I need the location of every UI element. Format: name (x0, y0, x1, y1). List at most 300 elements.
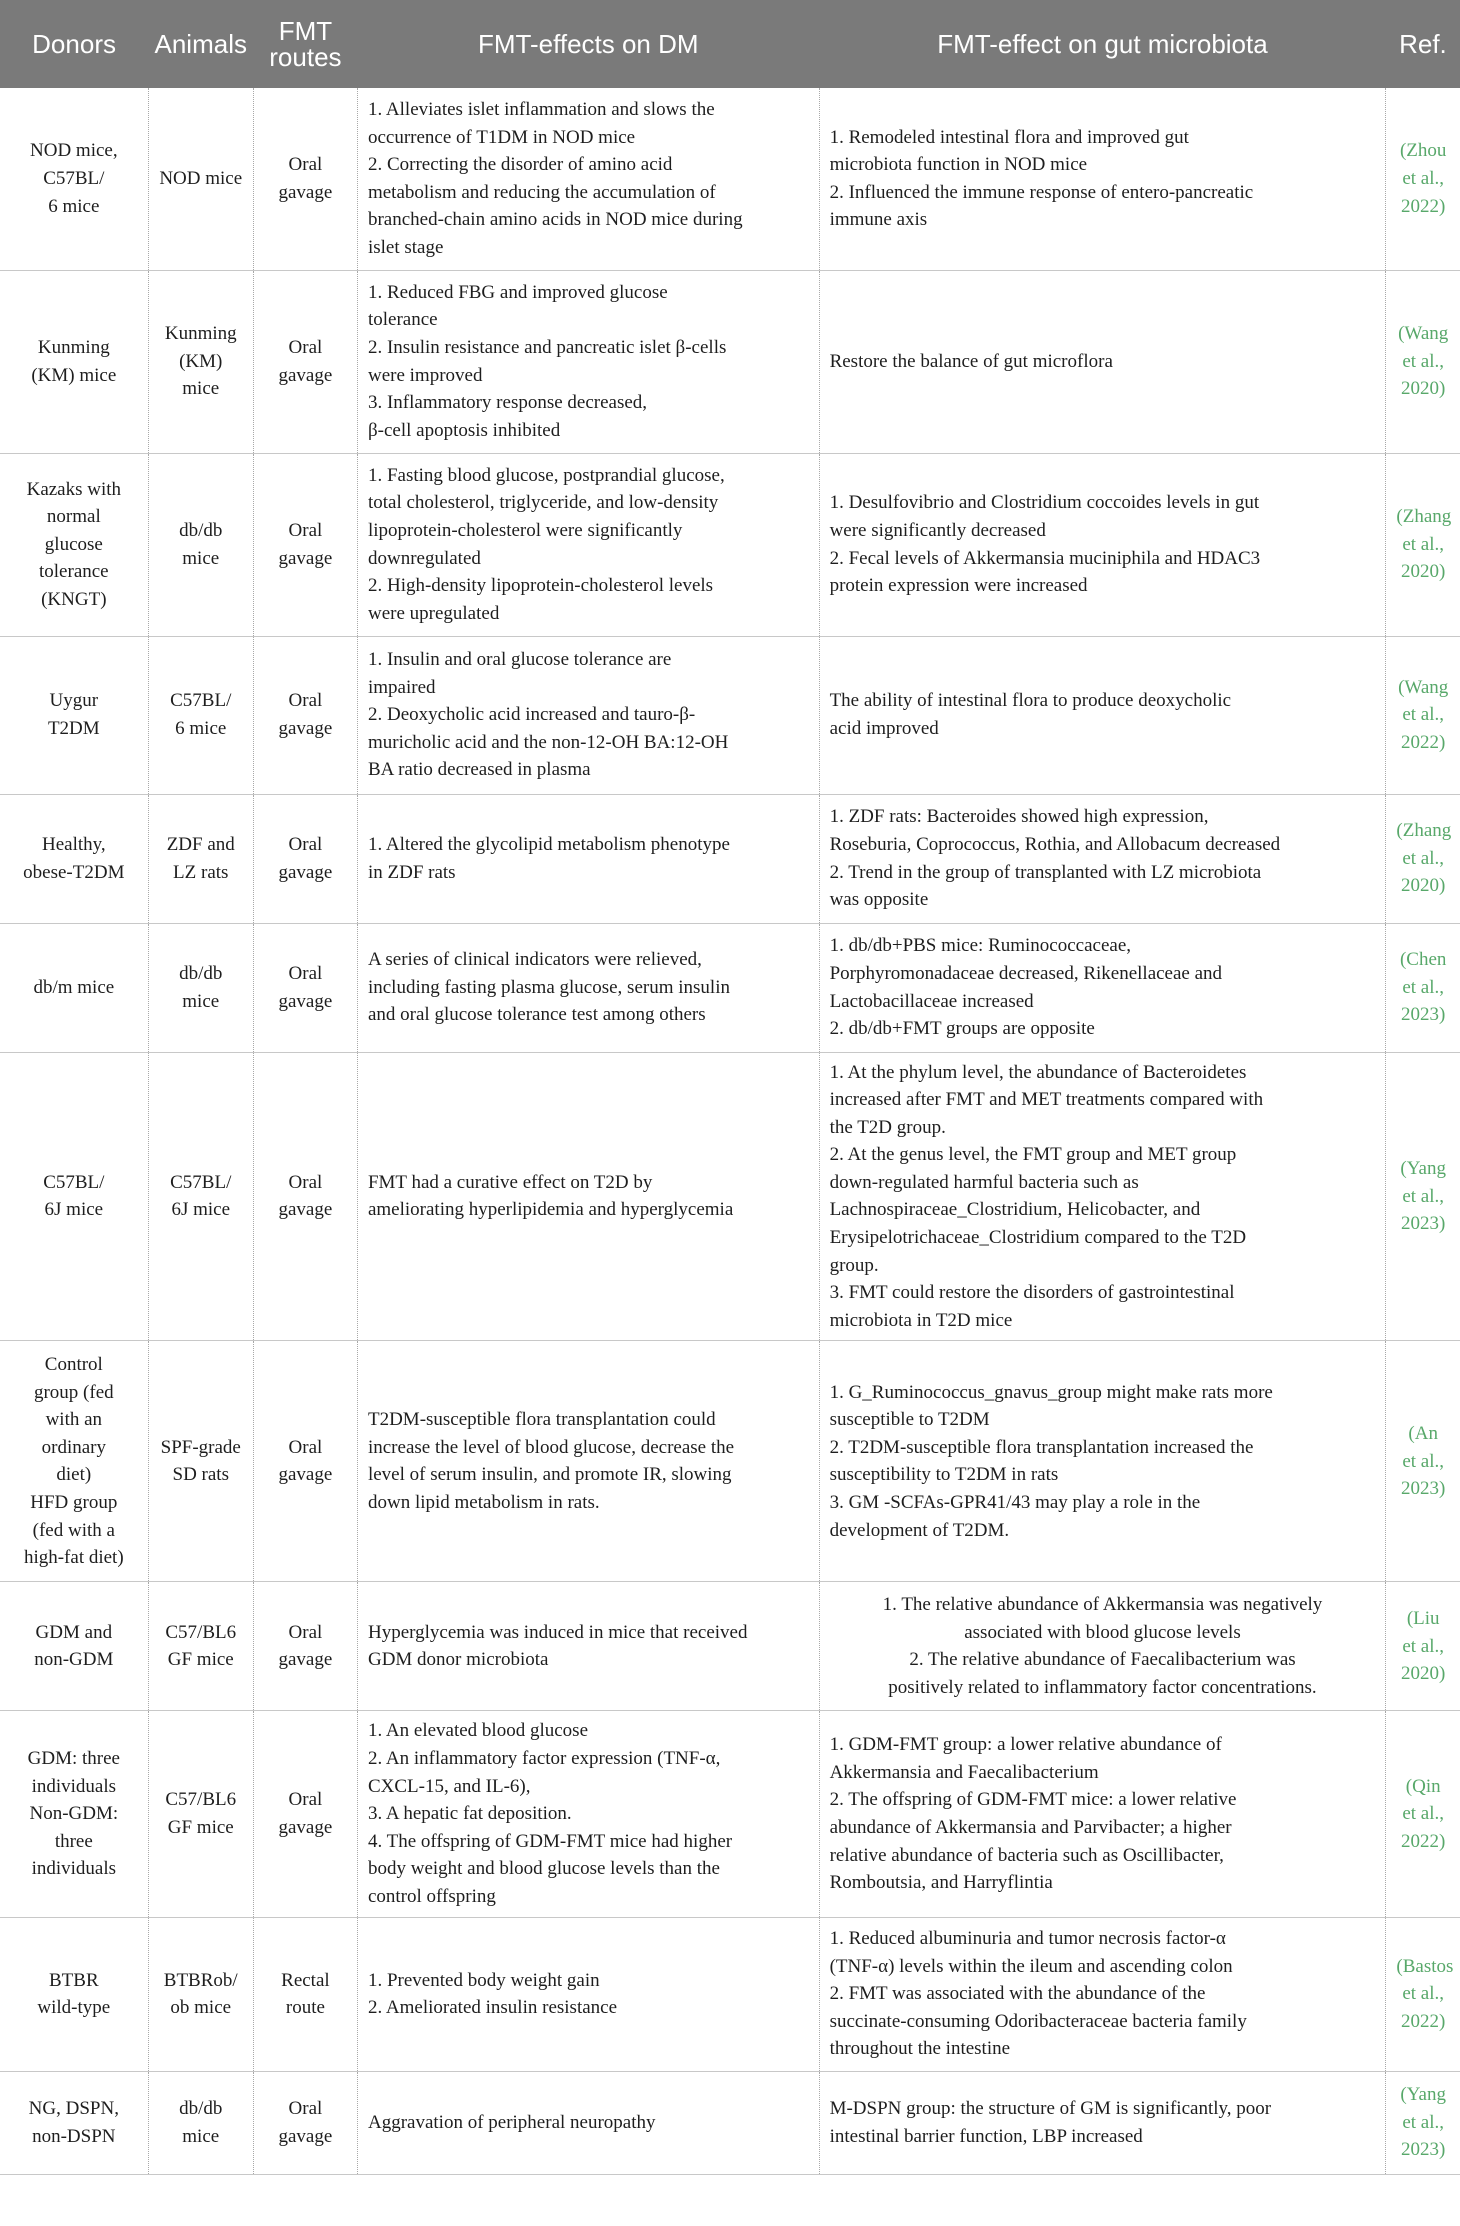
cell-donors-line: group (fed (33, 1381, 114, 1403)
cell-ref-line: 2022) (1401, 1830, 1446, 1852)
cell-gut-effects-line: 2. The relative abundance of Faecalibacterium was (909, 1649, 1296, 1671)
cell-gut-effects-line: the T2D group. (829, 1116, 946, 1138)
cell-gut-effects-line: associated with blood glucose levels (964, 1621, 1241, 1643)
cell-gut-effects-line: (TNF-α) levels within the ileum and ascending colon (829, 1955, 1233, 1977)
cell-gut-effects-line: group. (829, 1254, 879, 1276)
cell-dm-effects-line: islet stage (367, 236, 444, 258)
cell-gut-effects-line: 2. FMT was associated with the abundance of the (829, 1983, 1206, 2005)
cell-ref-line: et al., (1402, 1635, 1445, 1657)
cell-donors (0, 1582, 148, 1711)
cell-gut-effects-line: susceptible to T2DM (829, 1409, 990, 1431)
cell-dm-effects-line: ameliorating hyperlipidemia and hyperglycemia (367, 1199, 734, 1221)
cell-donors-line: Kunming (37, 336, 110, 358)
cell-dm-effects-line: Hyperglycemia was induced in mice that received (367, 1621, 748, 1643)
cell-donors-line: db/m mice (33, 976, 115, 998)
cell-dm-effects-line: 1. Fasting blood glucose, postprandial glucose, (367, 464, 725, 486)
cell-gut-effects-line: protein expression were increased (829, 575, 1088, 597)
cell-dm-effects-line: down lipid metabolism in rats. (367, 1492, 600, 1514)
header-donors: Donors (0, 0, 148, 88)
cell-ref-line: 2020) (1401, 561, 1446, 583)
cell-gut-effects-line: The ability of intestinal flora to produce deoxycholic (829, 690, 1232, 712)
cell-dm-effects-line: downregulated (367, 547, 481, 569)
cell-ref-line: (Zhang (1396, 820, 1452, 842)
cell-dm-effects-line: 1. Prevented body weight gain (367, 1969, 600, 1991)
cell-dm-effects-line: impaired (367, 676, 436, 698)
header-animals: Animals (148, 0, 253, 88)
cell-donors (0, 636, 148, 794)
cell-animals-line: 6 mice (175, 718, 227, 739)
cell-animals (148, 1582, 253, 1711)
cell-donors (0, 794, 148, 923)
cell-gut-effects-line: 1. Reduced albuminuria and tumor necrosis factor-α (829, 1928, 1226, 1950)
cell-animals (148, 88, 253, 270)
table-row (0, 453, 1460, 636)
table-row (0, 2071, 1460, 2174)
header-gut-effects: FMT-effect on gut microbiota (819, 0, 1386, 88)
cell-animals-line: ZDF and (166, 833, 235, 855)
cell-donors (0, 1917, 148, 2071)
cell-routes (253, 1917, 357, 2071)
cell-gut-effects-line: M-DSPN group: the structure of GM is significantly, poor (829, 2098, 1272, 2119)
cell-animals-line: db/db mice (179, 2098, 223, 2147)
cell-donors-line: individuals (31, 1775, 117, 1797)
cell-dm-effects-line: FMT had a curative effect on T2D by (367, 1171, 653, 1193)
cell-ref-line: 2023) (1401, 1004, 1446, 1026)
cell-dm-effects-line: β-cell apoptosis inhibited (367, 419, 561, 441)
cell-ref[interactable] (1386, 1582, 1460, 1711)
cell-animals-line: C57BL/ (170, 1171, 232, 1193)
cell-ref[interactable] (1386, 1917, 1460, 2071)
cell-ref-line: 2023) (1401, 1478, 1446, 1500)
cell-ref-line: 2020) (1401, 875, 1446, 897)
cell-routes (253, 1582, 357, 1711)
cell-ref-line: et al., (1402, 704, 1445, 726)
table-row (0, 1052, 1460, 1341)
cell-gut-effects-line: increased after FMT and MET treatments compared with (829, 1089, 1264, 1111)
cell-gut-effects-line: immune axis (829, 209, 928, 231)
cell-donors-line: individuals (31, 1858, 117, 1880)
cell-donors-line: Kazaks with (26, 478, 122, 500)
cell-dm-effects-line: 2. An inflammatory factor expression (TNF-α, (367, 1748, 721, 1770)
cell-routes (253, 270, 357, 453)
cell-routes-line: gavage (278, 547, 333, 569)
cell-donors-line: 6J mice (44, 1199, 104, 1221)
cell-gut-effects-line: 1. db/db+PBS mice: Ruminococcaceae, (829, 935, 1132, 957)
cell-dm-effects (357, 88, 819, 270)
cell-donors-line: (KNGT) (41, 588, 107, 610)
cell-ref-line: (Liu (1406, 1608, 1440, 1630)
cell-animals-line: db/db mice (179, 962, 223, 1012)
cell-gut-effects (819, 1917, 1386, 2071)
cell-donors-line: normal (46, 506, 101, 528)
cell-dm-effects-line: occurrence of T1DM in NOD mice (367, 126, 636, 148)
cell-gut-effects (819, 794, 1386, 923)
cell-routes-line: Rectal (281, 1969, 330, 1991)
cell-gut-effects-line: 2. db/db+FMT groups are opposite (829, 1018, 1095, 1040)
cell-gut-effects-line: Porphyromonadaceae decreased, Rikenellaceae and (829, 962, 1223, 984)
cell-gut-effects-line: 1. GDM-FMT group: a lower relative abundance of (829, 1734, 1222, 1756)
cell-gut-effects-line: susceptibility to T2DM in rats (829, 1464, 1059, 1486)
cell-gut-effects (819, 2071, 1386, 2174)
cell-gut-effects-line: microbiota in T2D mice (829, 1309, 1013, 1331)
table-row (0, 794, 1460, 923)
cell-animals-line: 6J mice (171, 1199, 231, 1221)
cell-ref[interactable] (1386, 1711, 1460, 1917)
cell-dm-effects-line: body weight and blood glucose levels than the (367, 1858, 720, 1880)
cell-routes (253, 88, 357, 270)
cell-gut-effects (819, 88, 1386, 270)
cell-gut-effects-line: Restore the balance of gut microflora (829, 350, 1113, 372)
cell-gut-effects (819, 636, 1386, 794)
cell-animals-line: Kunming (164, 323, 237, 345)
cell-routes-line: Oral (288, 336, 323, 358)
cell-routes (253, 923, 357, 1052)
cell-gut-effects (819, 453, 1386, 636)
cell-gut-effects-line: Akkermansia and Faecalibacterium (829, 1761, 1099, 1783)
cell-ref[interactable] (1386, 270, 1460, 453)
table-row (0, 636, 1460, 794)
cell-gut-effects-line: microbiota function in NOD mice (829, 154, 1088, 176)
cell-dm-effects-line: Aggravation of peripheral neuropathy (367, 2111, 656, 2133)
cell-donors (0, 1052, 148, 1341)
cell-gut-effects-line: 1. G_Ruminococcus_gnavus_group might make rats more (829, 1381, 1273, 1403)
cell-gut-effects (819, 1711, 1386, 1917)
cell-gut-effects-line: 2. Trend in the group of transplanted with LZ microbiota (829, 861, 1262, 883)
cell-dm-effects-line: lipoprotein-cholesterol were significantly (367, 519, 683, 541)
cell-donors-line: tolerance (39, 561, 109, 583)
cell-ref[interactable] (1386, 88, 1460, 270)
cell-ref[interactable] (1386, 794, 1460, 923)
cell-gut-effects-line: abundance of Akkermansia and Parvibacter; a higher (829, 1817, 1232, 1839)
cell-ref[interactable] (1386, 923, 1460, 1052)
cell-dm-effects-line: BA ratio decreased in plasma (367, 759, 591, 781)
cell-dm-effects-line: T2DM-susceptible flora transplantation could (367, 1409, 716, 1431)
header-routes: FMT routes (253, 0, 357, 88)
cell-routes-line: Oral (288, 962, 323, 984)
cell-donors (0, 453, 148, 636)
cell-gut-effects-line: 1. Desulfovibrio and Clostridium coccoides levels in gut (829, 492, 1260, 514)
cell-routes-line: gavage (278, 1199, 333, 1221)
cell-dm-effects-line: increase the level of blood glucose, decrease the (367, 1436, 735, 1458)
cell-dm-effects-line: 2. Deoxycholic acid increased and tauro-β- (367, 704, 696, 726)
cell-routes-line: gavage (278, 718, 333, 739)
cell-dm-effects-line: and oral glucose tolerance test among others (367, 1004, 706, 1026)
cell-donors-line: C57BL/ (43, 167, 105, 189)
cell-animals (148, 794, 253, 923)
cell-dm-effects-line: CXCL-15, and IL-6), (367, 1775, 531, 1797)
cell-gut-effects-line: were significantly decreased (829, 519, 1046, 541)
cell-ref-line: 2022) (1401, 731, 1446, 753)
cell-donors-line: three (54, 1830, 93, 1852)
cell-dm-effects (357, 923, 819, 1052)
cell-donors-line: T2DM (47, 718, 100, 739)
cell-gut-effects-line: Lactobacillaceae increased (829, 990, 1034, 1012)
cell-dm-effects-line: were improved (367, 364, 483, 386)
cell-ref-line: et al., (1402, 2111, 1445, 2133)
cell-dm-effects-line: branched-chain amino acids in NOD mice during (367, 209, 743, 231)
cell-gut-effects-line: 1. Remodeled intestinal flora and improved gut (829, 126, 1189, 148)
table-row (0, 1917, 1460, 2071)
cell-gut-effects-line: 1. ZDF rats: Bacteroides showed high expression, (829, 806, 1209, 828)
cell-donors-line: obese-T2DM (23, 861, 125, 883)
cell-ref[interactable] (1386, 2071, 1460, 2174)
cell-animals-line: NOD mice (159, 167, 243, 189)
cell-gut-effects-line: 2. At the genus level, the FMT group and MET group (829, 1144, 1237, 1166)
cell-dm-effects-line: 3. Inflammatory response decreased, (367, 392, 648, 414)
table-row (0, 1582, 1460, 1711)
cell-ref[interactable] (1386, 636, 1460, 794)
cell-dm-effects-line: 1. Altered the glycolipid metabolism phenotype (367, 833, 730, 855)
cell-dm-effects-line: 2. High-density lipoprotein-cholesterol levels (367, 575, 714, 597)
cell-gut-effects-line: succinate-consuming Odoribacteraceae bacteria family (829, 2010, 1247, 2032)
cell-routes (253, 636, 357, 794)
cell-animals (148, 453, 253, 636)
cell-ref-line: (Bastos (1396, 1955, 1454, 1977)
cell-ref-line: et al., (1402, 1185, 1445, 1207)
cell-dm-effects (357, 2071, 819, 2174)
cell-donors-line: (KM) mice (31, 364, 117, 386)
cell-ref-line: (Qin (1405, 1775, 1441, 1797)
cell-routes-line: Oral (288, 2098, 323, 2119)
cell-dm-effects-line: including fasting plasma glucose, serum insulin (367, 976, 730, 998)
cell-routes (253, 453, 357, 636)
cell-donors-line: HFD group (30, 1492, 118, 1514)
cell-animals-line: db/db mice (179, 519, 223, 569)
cell-dm-effects-line: GDM donor microbiota (367, 1649, 549, 1671)
cell-routes (253, 1052, 357, 1341)
cell-routes-line: gavage (278, 861, 333, 883)
cell-animals (148, 1052, 253, 1341)
cell-gut-effects-line: Romboutsia, and Harryflintia (829, 1872, 1053, 1894)
cell-routes-line: Oral (288, 690, 323, 712)
cell-gut-effects (819, 1052, 1386, 1341)
cell-animals (148, 923, 253, 1052)
cell-routes (253, 794, 357, 923)
cell-ref-line: 2020) (1401, 378, 1446, 400)
cell-dm-effects-line: muricholic acid and the non-12-OH BA:12-OH (367, 731, 729, 753)
cell-donors-line: non-DSPN (32, 2125, 116, 2147)
cell-donors-line: (fed with a (32, 1519, 115, 1541)
cell-ref-line: (Yang (1400, 1158, 1446, 1180)
table-row (0, 923, 1460, 1052)
cell-animals-line: SPF-grade (160, 1436, 241, 1458)
cell-animals (148, 1341, 253, 1582)
cell-ref-line: 2022) (1401, 2010, 1446, 2032)
cell-routes-line: gavage (278, 364, 333, 386)
cell-gut-effects-line: 2. The offspring of GDM-FMT mice: a lower relative (829, 1789, 1237, 1811)
cell-donors-line: GDM: three (27, 1748, 120, 1770)
cell-ref[interactable] (1386, 453, 1460, 636)
cell-donors-line: Control (44, 1354, 103, 1376)
cell-donors-line: ordinary (41, 1436, 106, 1458)
cell-routes-line: gavage (278, 990, 333, 1012)
cell-gut-effects-line: 3. GM -SCFAs-GPR41/43 may play a role in the (829, 1492, 1201, 1514)
cell-routes-line: Oral (288, 1621, 323, 1643)
cell-animals-line: GF mice (167, 1817, 234, 1839)
cell-gut-effects-line: Erysipelotrichaceae_Clostridium compared to the T2D (829, 1227, 1247, 1249)
cell-animals (148, 2071, 253, 2174)
cell-animals-line: C57BL/ (170, 690, 232, 712)
cell-ref-line: (Yang (1400, 2084, 1446, 2106)
cell-donors-line: with an (45, 1409, 103, 1431)
cell-dm-effects-line: A series of clinical indicators were relieved, (367, 949, 702, 971)
cell-dm-effects (357, 1052, 819, 1341)
cell-gut-effects-line: 2. Influenced the immune response of entero-pancreatic (829, 181, 1254, 203)
cell-routes-line: gavage (278, 181, 333, 203)
cell-gut-effects-line: development of T2DM. (829, 1519, 1010, 1541)
cell-gut-effects (819, 270, 1386, 453)
cell-ref-line: et al., (1402, 350, 1445, 372)
cell-gut-effects-line: intestinal barrier function, LBP increased (829, 2125, 1143, 2147)
cell-dm-effects-line: in ZDF rats (367, 861, 456, 883)
cell-animals-line: ob mice (170, 1997, 232, 2019)
cell-dm-effects-line: tolerance (367, 309, 438, 331)
cell-gut-effects-line: positively related to inflammatory factor concentrations. (888, 1677, 1317, 1699)
cell-donors-line: non-GDM (34, 1649, 114, 1671)
cell-routes-line: Oral (288, 519, 323, 541)
cell-dm-effects (357, 1711, 819, 1917)
cell-routes (253, 1341, 357, 1582)
cell-donors (0, 2071, 148, 2174)
cell-ref-line: (Zhou (1399, 140, 1447, 162)
cell-animals-line: GF mice (167, 1649, 234, 1671)
cell-gut-effects (819, 1341, 1386, 1582)
cell-dm-effects-line: 1. An elevated blood glucose (367, 1720, 588, 1742)
cell-dm-effects (357, 453, 819, 636)
header-dm-effects: FMT-effects on DM (357, 0, 819, 88)
cell-animals (148, 270, 253, 453)
table-row (0, 270, 1460, 453)
cell-ref-line: 2023) (1401, 2139, 1446, 2161)
cell-ref-line: (Chen (1399, 949, 1447, 971)
cell-ref-line: (Wang (1398, 676, 1449, 698)
cell-routes-line: Oral (288, 1789, 323, 1811)
cell-donors-line: wild-type (37, 1997, 111, 2019)
cell-ref-line: et al., (1402, 533, 1445, 555)
cell-dm-effects (357, 1341, 819, 1582)
cell-gut-effects-line: Lachnospiraceae_Clostridium, Helicobacter, and (829, 1199, 1201, 1221)
cell-ref-line: (An (1408, 1423, 1438, 1445)
cell-dm-effects (357, 636, 819, 794)
cell-donors-line: glucose (44, 533, 103, 555)
cell-dm-effects (357, 794, 819, 923)
cell-ref-line: (Wang (1398, 323, 1449, 345)
cell-gut-effects-line: 2. T2DM-susceptible flora transplantation increased the (829, 1436, 1254, 1458)
cell-routes-line: Oral (288, 154, 323, 176)
cell-animals (148, 1917, 253, 2071)
header-ref: Ref. (1386, 0, 1460, 88)
cell-donors (0, 923, 148, 1052)
cell-routes (253, 2071, 357, 2174)
cell-routes-line: gavage (278, 2125, 333, 2147)
cell-routes-line: Oral (288, 1171, 323, 1193)
cell-dm-effects-line: 3. A hepatic fat deposition. (367, 1803, 572, 1825)
table-row (0, 1341, 1460, 1582)
cell-routes-line: Oral (288, 833, 323, 855)
cell-gut-effects-line: 1. The relative abundance of Akkermansia was negatively (882, 1594, 1323, 1616)
cell-routes-line: gavage (278, 1817, 333, 1839)
cell-donors-line: BTBR (49, 1969, 99, 1991)
cell-routes (253, 1711, 357, 1917)
cell-dm-effects-line: metabolism and reducing the accumulation of (367, 181, 716, 203)
cell-dm-effects-line: 1. Alleviates islet inflammation and slows the (367, 98, 715, 120)
header-row (0, 0, 1460, 88)
cell-donors (0, 88, 148, 270)
cell-gut-effects-line: Roseburia, Coprococcus, Rothia, and Allobacum decreased (829, 833, 1281, 855)
cell-ref-line: (Zhang (1396, 506, 1452, 528)
cell-dm-effects-line: control offspring (367, 1886, 496, 1907)
cell-ref-line: et al., (1402, 1983, 1445, 2005)
cell-dm-effects-line: total cholesterol, triglyceride, and low-density (367, 492, 719, 514)
cell-donors-line: NG, DSPN, (28, 2098, 119, 2119)
cell-animals-line: SD rats (172, 1464, 229, 1486)
cell-routes-line: gavage (278, 1464, 333, 1486)
cell-gut-effects-line: down-regulated harmful bacteria such as (829, 1171, 1139, 1193)
cell-dm-effects (357, 270, 819, 453)
cell-gut-effects-line: 2. Fecal levels of Akkermansia muciniphila and HDAC3 (829, 547, 1261, 569)
cell-animals (148, 636, 253, 794)
cell-ref-line: et al., (1402, 1450, 1445, 1472)
cell-donors-line: Non-GDM: (29, 1803, 119, 1825)
cell-dm-effects (357, 1582, 819, 1711)
table-row (0, 1711, 1460, 1917)
cell-routes-line: Oral (288, 1436, 323, 1458)
cell-ref[interactable] (1386, 1341, 1460, 1582)
cell-ref-line: 2022) (1401, 195, 1446, 217)
table-row (0, 88, 1460, 270)
cell-donors-line: 6 mice (48, 195, 100, 217)
cell-donors-line: diet) (56, 1464, 92, 1486)
cell-gut-effects-line: 3. FMT could restore the disorders of gastrointestinal (829, 1282, 1235, 1304)
cell-ref[interactable] (1386, 1052, 1460, 1341)
cell-animals-line: LZ rats (173, 861, 229, 883)
cell-dm-effects (357, 1917, 819, 2071)
cell-donors (0, 1711, 148, 1917)
cell-dm-effects-line: 2. Correcting the disorder of amino acid (367, 154, 673, 176)
cell-gut-effects (819, 1582, 1386, 1711)
cell-dm-effects-line: were upregulated (367, 602, 500, 624)
cell-ref-line: et al., (1402, 167, 1445, 189)
cell-gut-effects-line: relative abundance of bacteria such as Oscillibacter, (829, 1844, 1224, 1866)
cell-dm-effects-line: 2. Ameliorated insulin resistance (367, 1997, 618, 2019)
cell-donors-line: Healthy, (41, 833, 106, 855)
cell-animals-line: BTBRob/ (163, 1969, 238, 1991)
cell-dm-effects-line: 1. Insulin and oral glucose tolerance are (367, 649, 672, 671)
cell-donors-line: GDM and (35, 1621, 113, 1643)
cell-donors-line: high-fat diet) (23, 1547, 124, 1569)
cell-routes-line: gavage (278, 1649, 333, 1671)
cell-dm-effects-line: 1. Reduced FBG and improved glucose (367, 281, 668, 303)
cell-donors-line: C57BL/ (43, 1171, 105, 1193)
cell-ref-line: et al., (1402, 1803, 1445, 1825)
cell-animals (148, 1711, 253, 1917)
cell-routes-line: route (285, 1997, 325, 2019)
cell-gut-effects-line: 1. At the phylum level, the abundance of Bacteroidetes (829, 1061, 1247, 1083)
cell-gut-effects-line: throughout the intestine (829, 2038, 1011, 2060)
cell-ref-line: et al., (1402, 976, 1445, 998)
cell-ref-line: 2023) (1401, 1213, 1446, 1235)
cell-ref-line: 2020) (1401, 1663, 1446, 1685)
cell-donors-line: Uygur (49, 690, 99, 712)
cell-dm-effects-line: 4. The offspring of GDM-FMT mice had higher (367, 1830, 733, 1852)
cell-gut-effects-line: acid improved (829, 718, 939, 739)
cell-donors-line: NOD mice, (30, 140, 118, 162)
cell-animals-line: C57/BL6 (165, 1621, 237, 1643)
cell-gut-effects (819, 923, 1386, 1052)
cell-donors (0, 1341, 148, 1582)
cell-dm-effects-line: 2. Insulin resistance and pancreatic islet β-cells (367, 336, 727, 358)
cell-animals-line: (KM) mice (179, 350, 223, 400)
